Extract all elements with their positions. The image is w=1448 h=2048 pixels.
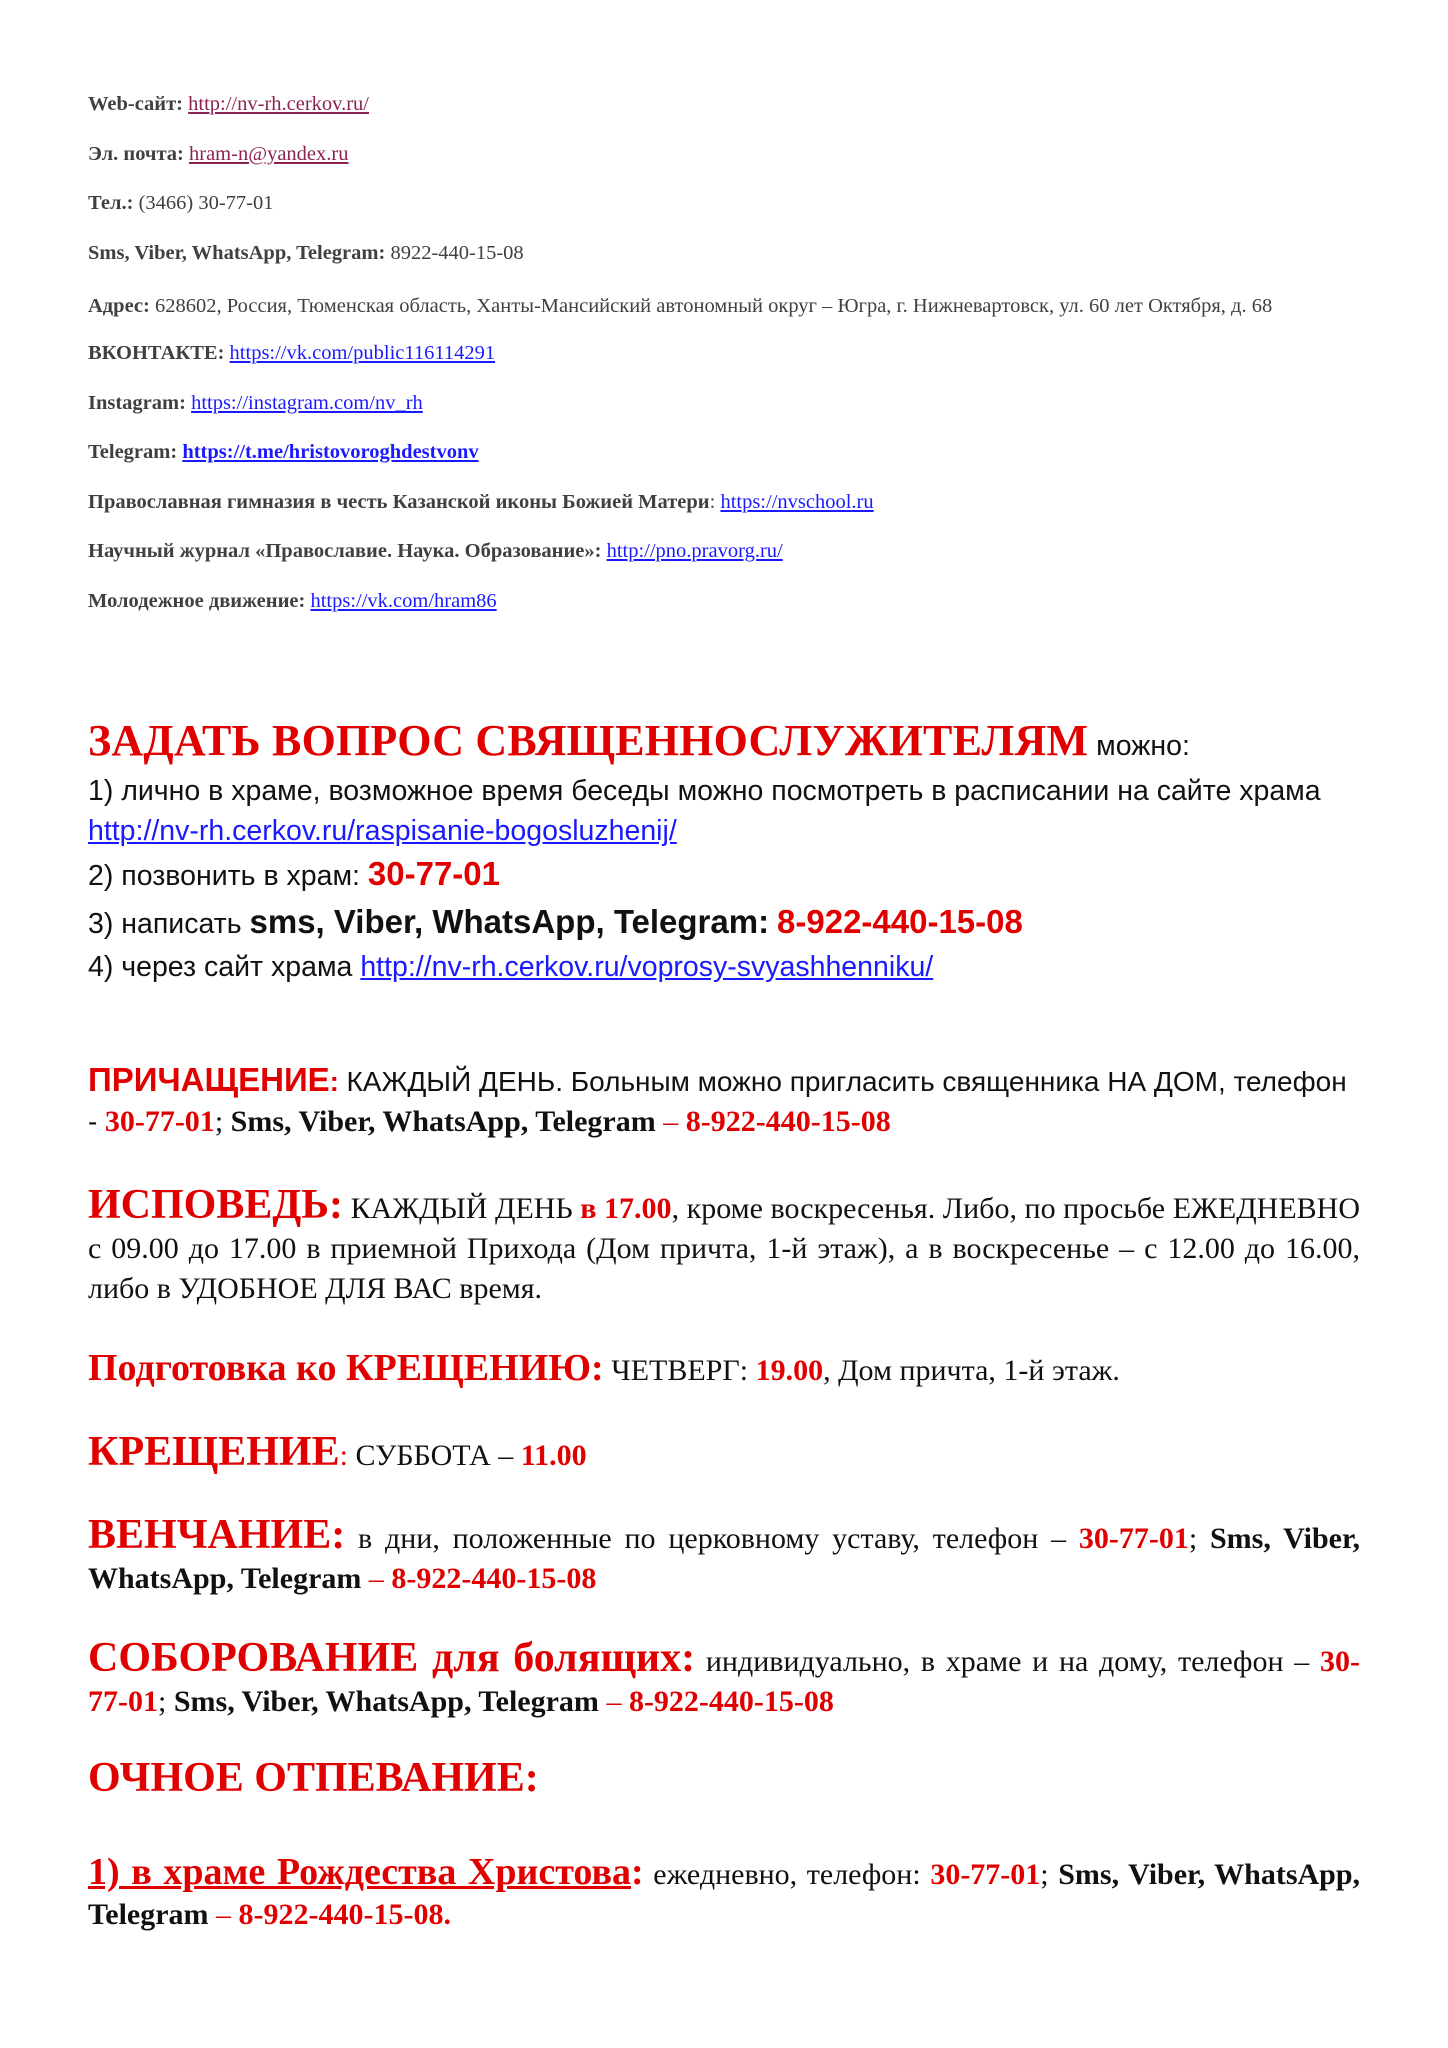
wedding-channels: Sms, Viber, WhatsApp, Telegram [88, 1522, 1361, 1595]
unction-section [88, 1635, 1361, 1722]
funeral-item-1-dash: – [216, 1898, 232, 1931]
telegram-label: Telegram: [88, 441, 178, 463]
ask-item-2 [88, 851, 1360, 899]
ask-item-1-text: 1) лично в храме, возможное время беседы можно посмотреть в расписании на сайте храма [88, 775, 1321, 807]
contact-instagram [88, 391, 1360, 416]
contact-journal [88, 539, 1360, 564]
ask-item-1 [88, 771, 1360, 851]
youth-link[interactable]: https://vk.com/hram86 [310, 589, 497, 612]
journal-link[interactable]: http://pno.pravorg.ru/ [606, 540, 783, 562]
unction-heading: СОБОРОВАНИЕ для болящих: [88, 1635, 696, 1681]
ask-item-3 [88, 899, 1360, 947]
funeral-item-1-sep: ; [1040, 1858, 1049, 1891]
wedding-text: в дни, положенные по церковному уставу, телефон – [358, 1522, 1067, 1555]
funeral-item-1 [88, 1852, 1360, 1935]
confession-time: в 17.00 [580, 1192, 672, 1225]
ask-channels: sms, Viber, WhatsApp, Telegram: [249, 903, 770, 940]
website-label: Web-сайт: [88, 93, 184, 115]
gymnasium-link[interactable]: https://nvschool.ru [720, 490, 874, 513]
contact-gymnasium [88, 490, 1360, 515]
contact-website [88, 92, 1360, 117]
gymnasium-label: Православная гимназия в честь Казанской иконы Божией Матери [88, 490, 710, 513]
question-link[interactable]: http://nv-rh.cerkov.ru/voprosy-svyashhenniku/ [360, 951, 934, 983]
baptism-prep-section [88, 1348, 1360, 1391]
vk-link[interactable]: https://vk.com/public116114291 [229, 342, 496, 364]
unction-sep: ; [158, 1685, 167, 1718]
communion-mobile: 8-922-440-15-08 [685, 1105, 891, 1138]
instagram-link[interactable]: https://instagram.com/nv_rh [191, 391, 423, 414]
funeral-item-1-heading: 1) в храме Рождества Христова [88, 1851, 631, 1893]
funeral-heading: ОЧНОЕ ОТПЕВАНИЕ: [88, 1755, 539, 1801]
address-label: Адрес: [88, 295, 150, 317]
telegram-link[interactable]: https://t.me/hristovoroghdestvonv [182, 441, 479, 463]
funeral-item-1-text: ежедневно, телефон: [653, 1858, 921, 1891]
funeral-item-1-phone: 30-77-01 [930, 1858, 1041, 1891]
website-link[interactable]: http://nv-rh.cerkov.ru/ [188, 93, 369, 115]
communion-heading: ПРИЧАЩЕНИЕ [88, 1061, 330, 1098]
ask-question-section [88, 716, 1360, 987]
contact-address [88, 290, 1360, 323]
communion-section [88, 1060, 1360, 1142]
baptism-section [88, 1429, 1360, 1476]
contact-youth [88, 589, 1360, 614]
contact-vk [88, 341, 1360, 366]
ask-title: ЗАДАТЬ ВОПРОС СВЯЩЕННОСЛУЖИТЕЛЯМ [88, 716, 1089, 765]
ask-heading [88, 716, 1360, 771]
wedding-heading: ВЕНЧАНИЕ: [88, 1512, 346, 1558]
contact-telegram [88, 440, 1360, 465]
communion-dash: – [663, 1105, 679, 1138]
ask-phone: 30-77-01 [367, 855, 500, 892]
baptism-prep-text-2: , Дом причта, 1-й этаж. [823, 1354, 1120, 1387]
journal-label: Научный журнал «Православие. Наука. Образование»: [88, 540, 602, 562]
confession-text-1: КАЖДЫЙ ДЕНЬ [350, 1192, 573, 1225]
unction-channels: Sms, Viber, WhatsApp, Telegram [173, 1685, 599, 1718]
wedding-mobile: 8-922-440-15-08 [391, 1562, 597, 1595]
unction-text: индивидуально, в храме и на дому, телефон – [705, 1645, 1310, 1678]
funeral-section [88, 1755, 1360, 1802]
communion-text: КАЖДЫЙ ДЕНЬ. Больным можно пригласить священника НА ДОМ, телефон - [88, 1066, 1347, 1137]
schedule-link[interactable]: http://nv-rh.cerkov.ru/raspisanie-bogosluzhenij/ [88, 815, 677, 847]
gymnasium-colon: : [709, 490, 716, 513]
ask-item-4 [88, 947, 1360, 987]
wedding-phone: 30-77-01 [1078, 1522, 1189, 1555]
ask-item-4-text: 4) через сайт храма [88, 951, 353, 983]
ask-item-2-text: 2) позвонить в храм: [88, 860, 360, 892]
wedding-sep: ; [1188, 1522, 1198, 1555]
youth-label: Молодежное движение: [88, 589, 306, 612]
communion-channels: Sms, Viber, WhatsApp, Telegram [230, 1105, 656, 1138]
communion-phone: 30-77-01 [104, 1105, 215, 1138]
contacts-block [88, 92, 1360, 638]
funeral-item-1-mobile: 8-922-440-15-08. [238, 1898, 451, 1931]
phone-value: (3466) 30-77-01 [138, 192, 274, 214]
ask-mobile: 8-922-440-15-08 [777, 903, 1023, 940]
unction-dash: – [606, 1685, 622, 1718]
messengers-label: Sms, Viber, WhatsApp, Telegram: [88, 241, 386, 264]
baptism-heading: КРЕЩЕНИЕ [88, 1429, 340, 1475]
email-label: Эл. почта: [88, 142, 184, 165]
confession-heading: ИСПОВЕДЬ: [88, 1182, 344, 1228]
instagram-label: Instagram: [88, 391, 186, 414]
unction-mobile: 8-922-440-15-08 [628, 1685, 834, 1718]
baptism-prep-heading: Подготовка ко КРЕЩЕНИЮ: [88, 1347, 604, 1389]
funeral-item-1-colon: : [631, 1851, 644, 1893]
baptism-time: 11.00 [520, 1439, 587, 1472]
confession-section [88, 1182, 1361, 1309]
unction-phone: 30-77-01 [88, 1645, 1361, 1718]
funeral-item-1-channels: Sms, Viber, WhatsApp, Telegram [88, 1858, 1361, 1931]
phone-label: Тел.: [88, 192, 134, 214]
communion-colon: : [329, 1066, 339, 1097]
confession-text-2: , кроме воскресенья. Либо, по просьбе ЕЖЕДНЕВНО с 09.00 до 17.00 в приемной Прихода (Дом причта, 1-й этаж), а в воскресенье – с 12.00 до 16.00, либо в УДОБНОЕ ДЛЯ ВАС время. [88, 1192, 1361, 1305]
baptism-prep-time: 19.00 [755, 1354, 824, 1387]
ask-title-suffix: можно: [1096, 730, 1190, 762]
ask-item-3-text: 3) написать [88, 908, 242, 940]
contact-phone [88, 191, 1360, 216]
email-link[interactable]: hram-n@yandex.ru [189, 142, 349, 165]
baptism-colon: : [339, 1439, 348, 1472]
contact-email [88, 142, 1360, 167]
wedding-dash: – [368, 1562, 384, 1595]
baptism-prep-text-1: ЧЕТВЕРГ: [611, 1354, 749, 1387]
messengers-value: 8922-440-15-08 [390, 241, 524, 264]
wedding-section [88, 1512, 1361, 1599]
address-value: 628602, Россия, Тюменская область, Ханты-Мансийский автономный округ – Югра, г. Нижневартовск, ул. 60 лет Октября, д. 68 [154, 295, 1273, 317]
communion-sep: ; [214, 1105, 224, 1138]
vk-label: ВКОНТАКТЕ: [88, 342, 225, 364]
baptism-text: СУББОТА – [355, 1439, 514, 1472]
contact-messengers [88, 241, 1360, 266]
